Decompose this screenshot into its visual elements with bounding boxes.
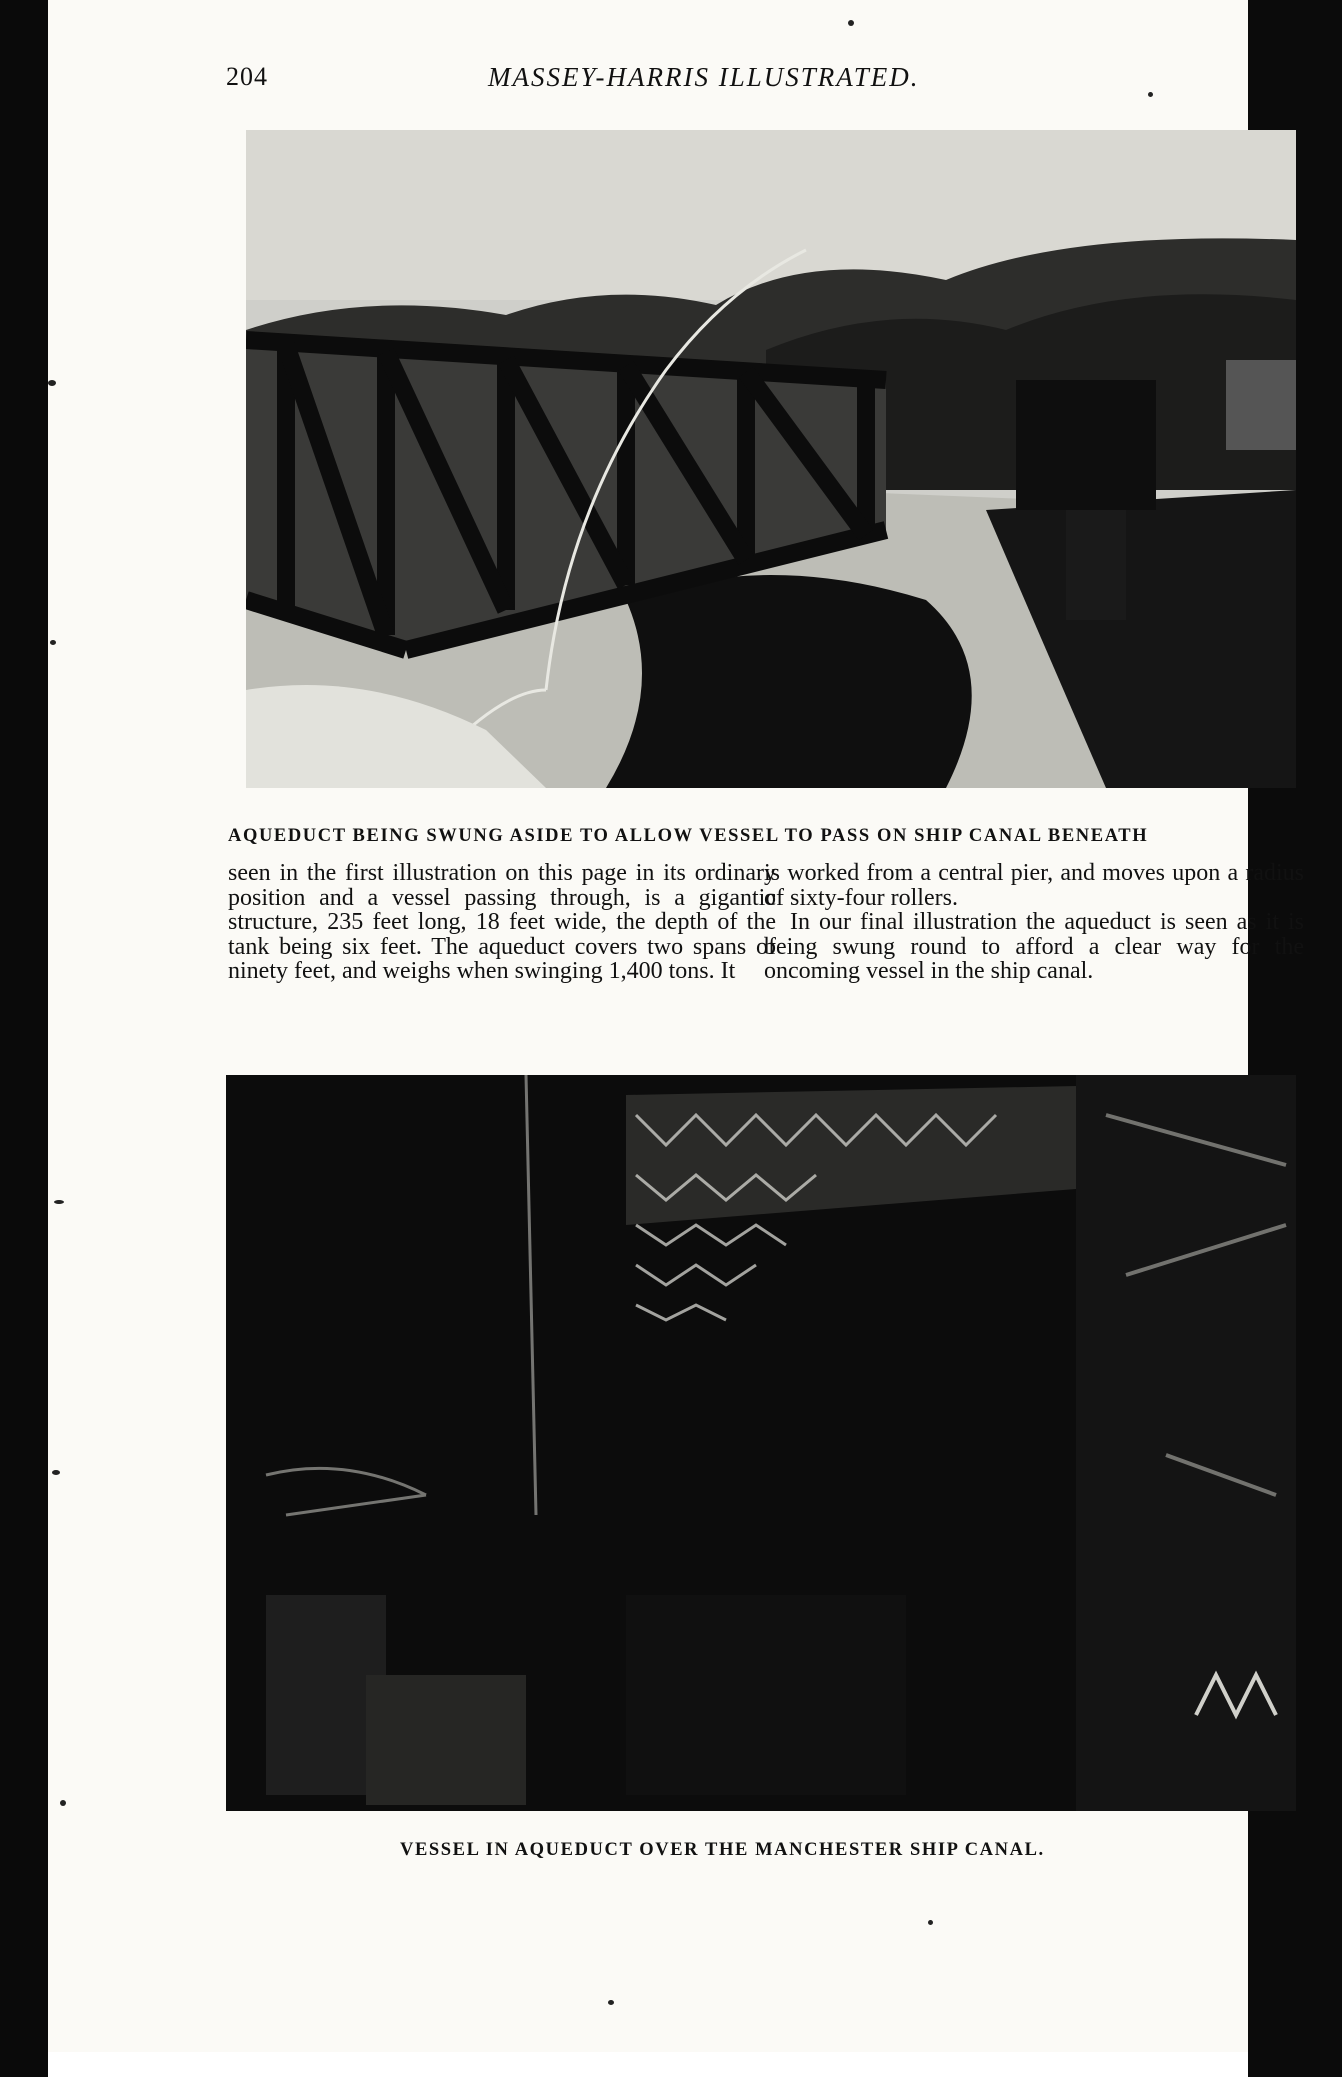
scan-speck xyxy=(48,380,56,386)
page xyxy=(48,0,1304,2052)
scan-speck xyxy=(60,1800,66,1806)
scan-speck xyxy=(848,20,854,26)
article-column-left xyxy=(228,861,776,984)
article-column-right xyxy=(764,861,1304,984)
figure-caption-aqueduct-swinging: AQUEDUCT BEING SWUNG ASIDE TO ALLOW VESSEL TO PASS ON SHIP CANAL BENEATH xyxy=(228,826,1149,846)
article-paragraph: seen in the first illustration on this page in its ordinary position and a vessel passing through, is a gigantic structure, 235 feet long, 18 feet wide, the depth of the tank being six feet. The aqueduct covers two spans of ninety feet, and weighs when swinging 1,400 tons. It xyxy=(228,860,776,984)
vessel-in-aqueduct-photo xyxy=(226,1075,1296,1811)
article-paragraph: In our final illustration the aqueduct is seen as it is being swung round to afford a clear way for the oncoming vessel in the ship canal. xyxy=(764,909,1304,984)
scan-speck xyxy=(52,1470,60,1475)
scan-border-left xyxy=(0,0,48,2077)
journal-title: MASSEY-HARRIS ILLUSTRATED. xyxy=(488,62,920,92)
scan-speck xyxy=(1148,92,1153,97)
scan-border-bottom xyxy=(48,2052,1248,2077)
page-number: 204 xyxy=(226,62,268,91)
article-paragraph: is worked from a central pier, and moves upon a radius of sixty-four rollers. xyxy=(764,860,1304,911)
figure-caption-vessel-in-aqueduct: VESSEL IN AQUEDUCT OVER THE MANCHESTER SHIP CANAL. xyxy=(400,1840,1045,1860)
scan-speck xyxy=(50,640,56,645)
running-head xyxy=(48,62,1248,102)
scan-speck xyxy=(54,1200,64,1204)
aqueduct-swinging-photo xyxy=(246,130,1296,788)
scan-speck xyxy=(608,2000,614,2005)
scan-speck xyxy=(928,1920,933,1925)
